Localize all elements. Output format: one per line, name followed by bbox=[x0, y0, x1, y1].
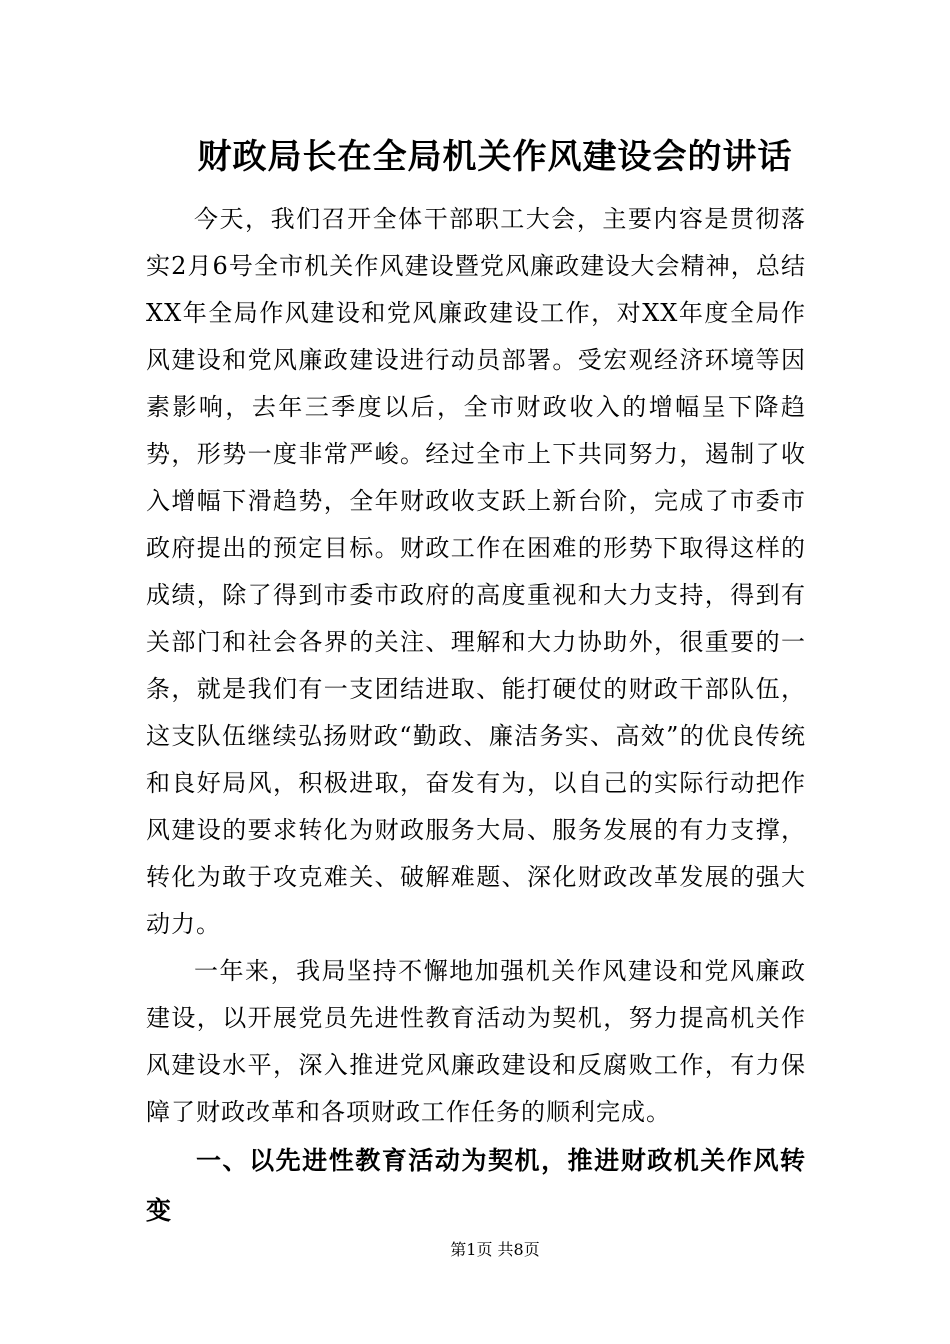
document-title: 财政局长在全局机关作风建设会的讲话 bbox=[197, 137, 793, 177]
document-body bbox=[146, 196, 806, 1236]
paragraph-2: 一年来，我局坚持不懈地加强机关作风建设和党风廉政建设，以开展党员先进性教育活动为契机，努力提高机关作风建设水平，深入推进党风廉政建设和反腐败工作，有力保障了财政改革和各项财政工作任务的顺利完成。 bbox=[146, 957, 806, 1126]
paragraph-1: 今天，我们召开全体干部职工大会，主要内容是贯彻落实2月6号全市机关作风建设暨党风廉政建设大会精神，总结XX年全局作风建设和党风廉政建设工作，对XX年度全局作风建设和党风廉政建设进行动员部署。受宏观经济环境等因素影响，去年三季度以后，全市财政收入的增幅呈下降趋势，形势一度非常严峻。经过全市上下共同努力，遏制了收入增幅下滑趋势，全年财政收支跃上新台阶，完成了市委市政府提出的预定目标。财政工作在困难的形势下取得这样的成绩，除了得到市委市政府的高度重视和大力支持，得到有关部门和社会各界的关注、理解和大力协助外，很重要的一条，就是我们有一支团结进取、能打硬仗的财政干部队伍，这支队伍继续弘扬财政“勤政、廉洁务实、高效”的优良传统和良好局风，积极进取，奋发有为，以自己的实际行动把作风建设的要求转化为财政服务大局、服务发展的有力支撑，转化为敢于攻克难关、破解难题、深化财政改革发展的强大动力。 bbox=[146, 205, 806, 938]
section-heading-1: 一、以先进性教育活动为契机，推进财政机关作风转变 bbox=[146, 1146, 806, 1225]
page-footer: 第1页 共8页 bbox=[450, 1240, 540, 1259]
